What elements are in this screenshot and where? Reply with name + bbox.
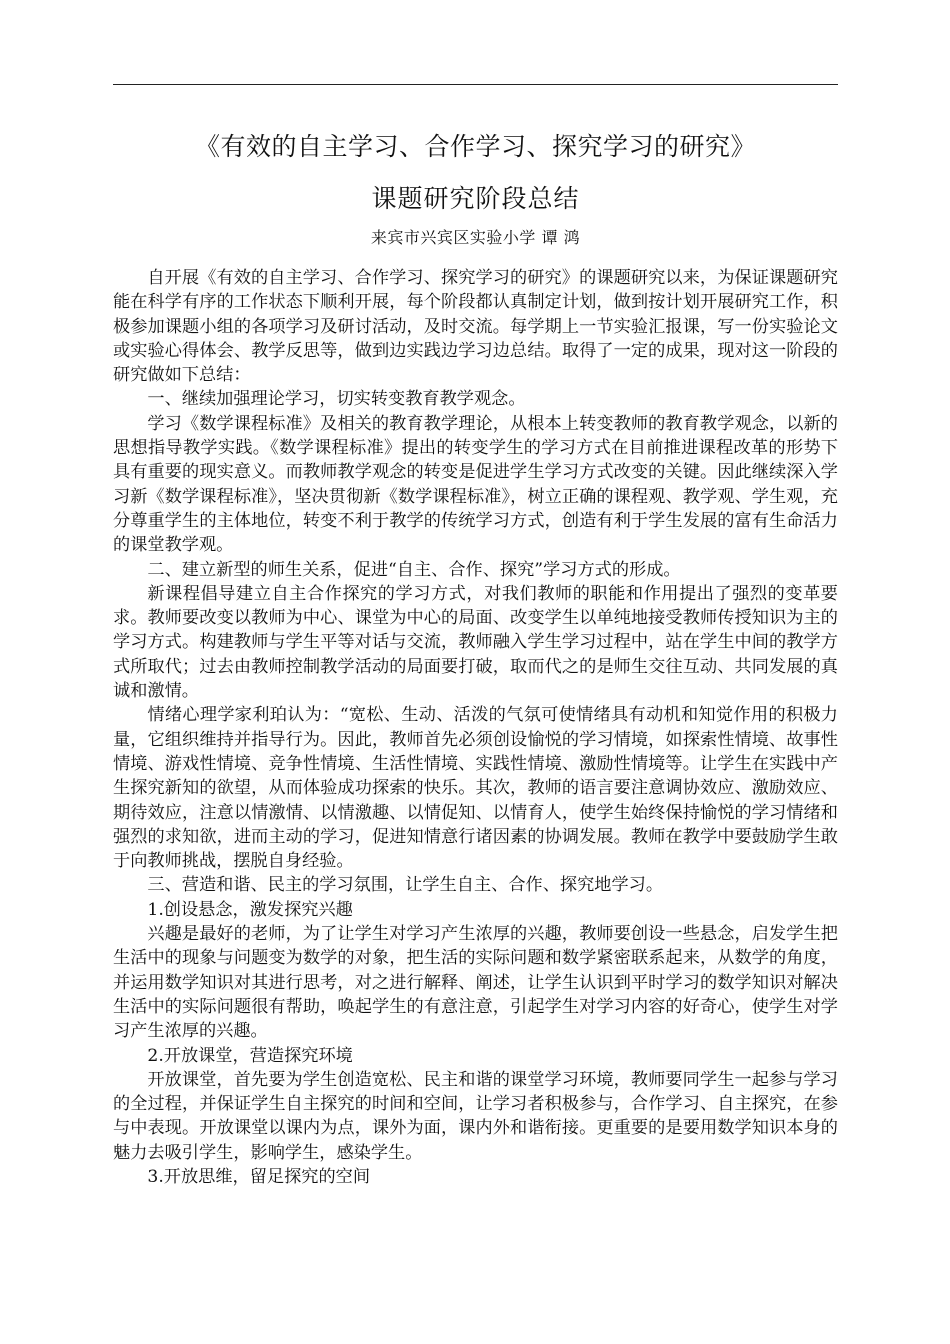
document-subtitle: 课题研究阶段总结 <box>371 184 580 213</box>
paragraph: 开放课堂，首先要为学生创造宽松、民主和谐的课堂学习环境，教师要同学生一起参与学习的全过程，并保证学生自主探究的时间和空间，让学习者积极参与，合作学习、自主探究，在参与中表现。开放课堂以课内为点，课外为面，课内外和谐衔接。更重要的是要用数学知识本身的魅力去吸引学生，影响学生，感染学生。 <box>113 1069 838 1163</box>
paragraph: 兴趣是最好的老师，为了让学生对学习产生浓厚的兴趣，教师要创设一些悬念，启发学生把生活中的现象与问题变为数学的对象，把生活的实际问题和数学紧密联系起来，从数学的角度，并运用数学知识对其进行思考，对之进行解释、阐述，让学生认识到平时学习的数学知识对解决生活中的实际问题很有帮助，唤起学生的有意注意，引起学生对学习内容的好奇心，使学生对学习产生浓厚的兴趣。 <box>113 924 838 1042</box>
document-title: 《有效的自主学习、合作学习、探究学习的研究》 <box>194 132 756 161</box>
document-body <box>113 266 838 1189</box>
section-heading-1: 一、继续加强理论学习，切实转变教育教学观念。 <box>147 389 526 410</box>
subheading-1: 1.创设悬念，激发探究兴趣 <box>147 899 353 920</box>
section-heading-2: 二、建立新型的师生关系，促进“自主、合作、探究”学习方式的形成。 <box>147 559 681 580</box>
paragraph: 情绪心理学家利珀认为：“宽松、生动、活泼的气氛可使情绪具有动机和知觉作用的积极力量，它组织维持并指导行为。因此，教师首先必须创设愉悦的学习情境，如探索性情境、故事性情境、游戏性情境、竞争性情境、生活性情境、实践性情境、激励性情境等。让学生在实践中产生探究新知的欲望，从而体验成功探索的快乐。其次，教师的语言要注意调协效应、激励效应、期待效应，注意以情激情、以情激趣、以情促知、以情育人，使学生始终保持愉悦的学习情绪和强烈的求知欲，进而主动的学习，促进知情意行诸因素的协调发展。教师在教学中要鼓励学生敢于向教师挑战，摆脱自身经验。 <box>113 705 838 872</box>
header-rule <box>113 84 838 85</box>
paragraph: 学习《数学课程标准》及相关的教育教学理论，从根本上转变教师的教育教学观念，以新的思想指导教学实践。《数学课程标准》提出的转变学生的学习方式在目前推进课程改革的形势下具有重要的现实意义。而教师教学观念的转变是促进学生学习方式改变的关键。因此继续深入学习新《数学课程标准》，坚决贯彻新《数学课程标准》，树立正确的课程观、教学观、学生观，充分尊重学生的主体地位，转变不利于教学的传统学习方式，创造有利于学生发展的富有生命活力的课堂教学观。 <box>113 413 838 556</box>
section-heading-3: 三、营造和谐、民主的学习氛围，让学生自主、合作、探究地学习。 <box>147 875 664 896</box>
document-author: 来宾市兴宾区实验小学 谭 鸿 <box>370 228 581 247</box>
paragraph-intro: 自开展《有效的自主学习、合作学习、探究学习的研究》的课题研究以来，为保证课题研究能在科学有序的工作状态下顺利开展，每个阶段都认真制定计划，做到按计划开展研究工作，积极参加课题小组的各项学习及研讨活动，及时交流。每学期上一节实验汇报课，写一份实验论文或实验心得体会、教学反思等，做到边实践边学习边总结。取得了一定的成果，现对这一阶段的研究做如下总结： <box>113 268 838 386</box>
paragraph: 新课程倡导建立自主合作探究的学习方式，对我们教师的职能和作用提出了强烈的变革要求。教师要改变以教师为中心、课堂为中心的局面、改变学生以单纯地接受教师传授知识为主的学习方式。构建教师与学生平等对话与交流，教师融入学生学习过程中，站在学生中间的教学方式所取代；过去由教师控制教学活动的局面要打破，取而代之的是师生交往互动、共同发展的真诚和激情。 <box>113 583 838 702</box>
subheading-3: 3.开放思维，留足探究的空间 <box>147 1166 371 1187</box>
subheading-2: 2.开放课堂，营造探究环境 <box>147 1045 353 1066</box>
